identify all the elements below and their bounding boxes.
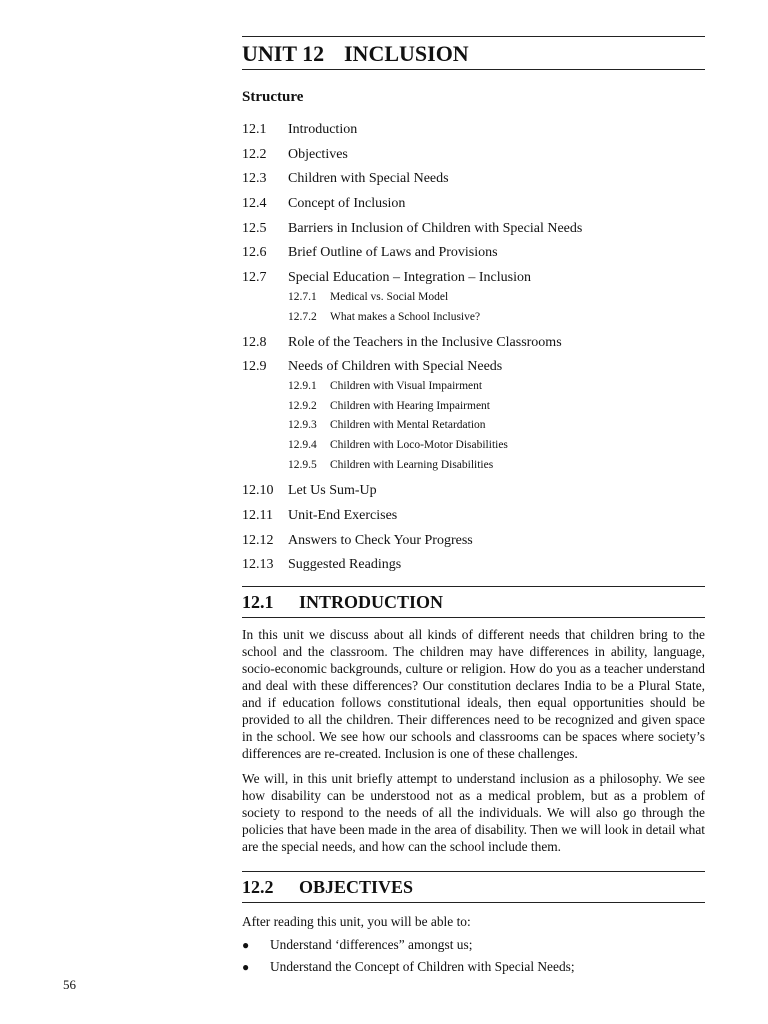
- toc-subitem-title: What makes a School Inclusive?: [330, 310, 481, 323]
- toc-item[interactable]: [242, 219, 705, 244]
- toc-item[interactable]: [242, 145, 705, 170]
- toc-subitem-title: Medical vs. Social Model: [330, 291, 449, 304]
- toc-item[interactable]: [242, 268, 705, 289]
- unit-name: INCLUSION: [344, 41, 469, 66]
- section-name: OBJECTIVES: [299, 877, 414, 898]
- objectives-intro: After reading this unit, you will be able to:: [242, 914, 471, 930]
- toc-item[interactable]: [242, 481, 705, 506]
- toc-item-title: Brief Outline of Laws and Provisions: [288, 245, 498, 261]
- toc-item-number: 12.4: [242, 196, 267, 212]
- toc-item-number: 12.11: [242, 508, 273, 523]
- toc-subitem-number: 12.9.5: [288, 459, 317, 472]
- toc-item[interactable]: [242, 333, 705, 358]
- list-item-text: Understand the Concept of Children with Special Needs;: [270, 959, 575, 975]
- toc-item-number: 12.13: [242, 557, 274, 573]
- toc-item[interactable]: [242, 531, 705, 556]
- toc-item-number: 12.1: [242, 122, 267, 137]
- toc-item-number: 12.2: [242, 146, 267, 162]
- toc-subitem-title: Children with Visual Impairment: [330, 380, 483, 393]
- toc-subitem[interactable]: [242, 289, 705, 309]
- list-item: [242, 958, 705, 980]
- intro-paragraph: In this unit we discuss about all kinds of different needs that children bring to the school and the classroom. The children may have differences in ability, language, socio-economic backgrounds, culture or religion. How do you as a teacher understand and deal with these differences? Our constitution declares India to be a Plural State, and if education follows constitutional ideals, then equal opportunities should be provided to all the children. Their differences need to be recognized and given space in the school. We see how our schools and classrooms can be spaces where society’s differences are re-created. Inclusion is one of these challenges.: [242, 627, 705, 762]
- toc-subitem[interactable]: [242, 457, 705, 481]
- toc-item[interactable]: [242, 194, 705, 219]
- toc-item-title: Concept of Inclusion: [288, 196, 406, 212]
- unit-number: UNIT 12: [242, 41, 325, 66]
- section-objectives-title: [242, 872, 705, 902]
- toc-subitem-title: Children with Loco-Motor Disabilities: [330, 438, 508, 451]
- list-item: [242, 936, 705, 958]
- toc-item[interactable]: [242, 357, 705, 378]
- toc-subitem-number: 12.9.2: [288, 399, 317, 412]
- section-number: 12.1: [242, 592, 274, 613]
- toc-item-title: Barriers in Inclusion of Children with Special Needs: [288, 220, 583, 236]
- toc-subitem-number: 12.7.1: [288, 291, 317, 304]
- toc-subitem[interactable]: [242, 378, 705, 398]
- toc-subitem[interactable]: [242, 417, 705, 437]
- toc-item-title: Unit-End Exercises: [288, 508, 398, 523]
- bullet-icon: ●: [242, 960, 250, 975]
- unit-title: [242, 37, 705, 69]
- toc-item-title: Introduction: [288, 122, 358, 137]
- toc-subitem-number: 12.9.1: [288, 380, 317, 393]
- toc-item[interactable]: [242, 243, 705, 268]
- toc-subitem-title: Children with Hearing Impairment: [330, 399, 491, 412]
- toc-item[interactable]: [242, 169, 705, 194]
- toc-item-number: 12.6: [242, 245, 267, 261]
- toc-item[interactable]: [242, 120, 705, 145]
- toc-item-number: 12.3: [242, 171, 267, 187]
- toc-item-title: Needs of Children with Special Needs: [288, 359, 503, 375]
- section-name: INTRODUCTION: [299, 592, 444, 613]
- section-introduction-title: [242, 587, 705, 617]
- toc-item-number: 12.5: [242, 220, 267, 236]
- toc-item-title: Role of the Teachers in the Inclusive Classrooms: [288, 334, 562, 350]
- toc-item-number: 12.12: [242, 532, 274, 548]
- bullet-icon: ●: [242, 938, 250, 953]
- toc-item-title: Special Education – Integration – Inclusion: [288, 270, 531, 286]
- section-number: 12.2: [242, 877, 274, 898]
- table-of-contents: [242, 120, 705, 580]
- unit-title-rule: [242, 69, 705, 70]
- toc-subitem-number: 12.9.3: [288, 419, 317, 432]
- toc-item-number: 12.8: [242, 334, 267, 350]
- objectives-list: [242, 936, 705, 980]
- toc-item-title: Answers to Check Your Progress: [288, 532, 473, 548]
- toc-item-title: Let Us Sum-Up: [288, 483, 377, 499]
- list-item-text: Understand ‘differences” amongst us;: [270, 937, 473, 953]
- toc-subitem-title: Children with Learning Disabilities: [330, 459, 494, 472]
- toc-subitem[interactable]: [242, 398, 705, 418]
- toc-item-number: 12.10: [242, 483, 274, 499]
- toc-subitem-title: Children with Mental Retardation: [330, 419, 486, 432]
- page-number: 56: [63, 977, 76, 992]
- toc-subitem-number: 12.9.4: [288, 438, 317, 451]
- page-content: [242, 0, 705, 980]
- toc-item-number: 12.7: [242, 270, 267, 286]
- toc-subitem[interactable]: [242, 309, 705, 333]
- toc-item-title: Objectives: [288, 146, 348, 162]
- toc-item-number: 12.9: [242, 359, 267, 375]
- intro-paragraph: We will, in this unit briefly attempt to understand inclusion as a philosophy. We see how disability can be understood not as a medical problem, but as a problem of society to respond to the needs of all the individuals. We will also go through the policies that have been made in the area of disability. Then we will look in detail what are the special needs, and how can the school include them.: [242, 771, 705, 855]
- section-objectives-bottom-rule: [242, 902, 705, 903]
- toc-item[interactable]: [242, 506, 705, 531]
- structure-heading: Structure: [242, 89, 304, 105]
- toc-subitem[interactable]: [242, 437, 705, 458]
- toc-item-title: Suggested Readings: [288, 557, 402, 573]
- toc-subitem-number: 12.7.2: [288, 310, 317, 323]
- section-intro-bottom-rule: [242, 617, 705, 618]
- toc-item-title: Children with Special Needs: [288, 171, 449, 187]
- toc-item[interactable]: [242, 555, 705, 580]
